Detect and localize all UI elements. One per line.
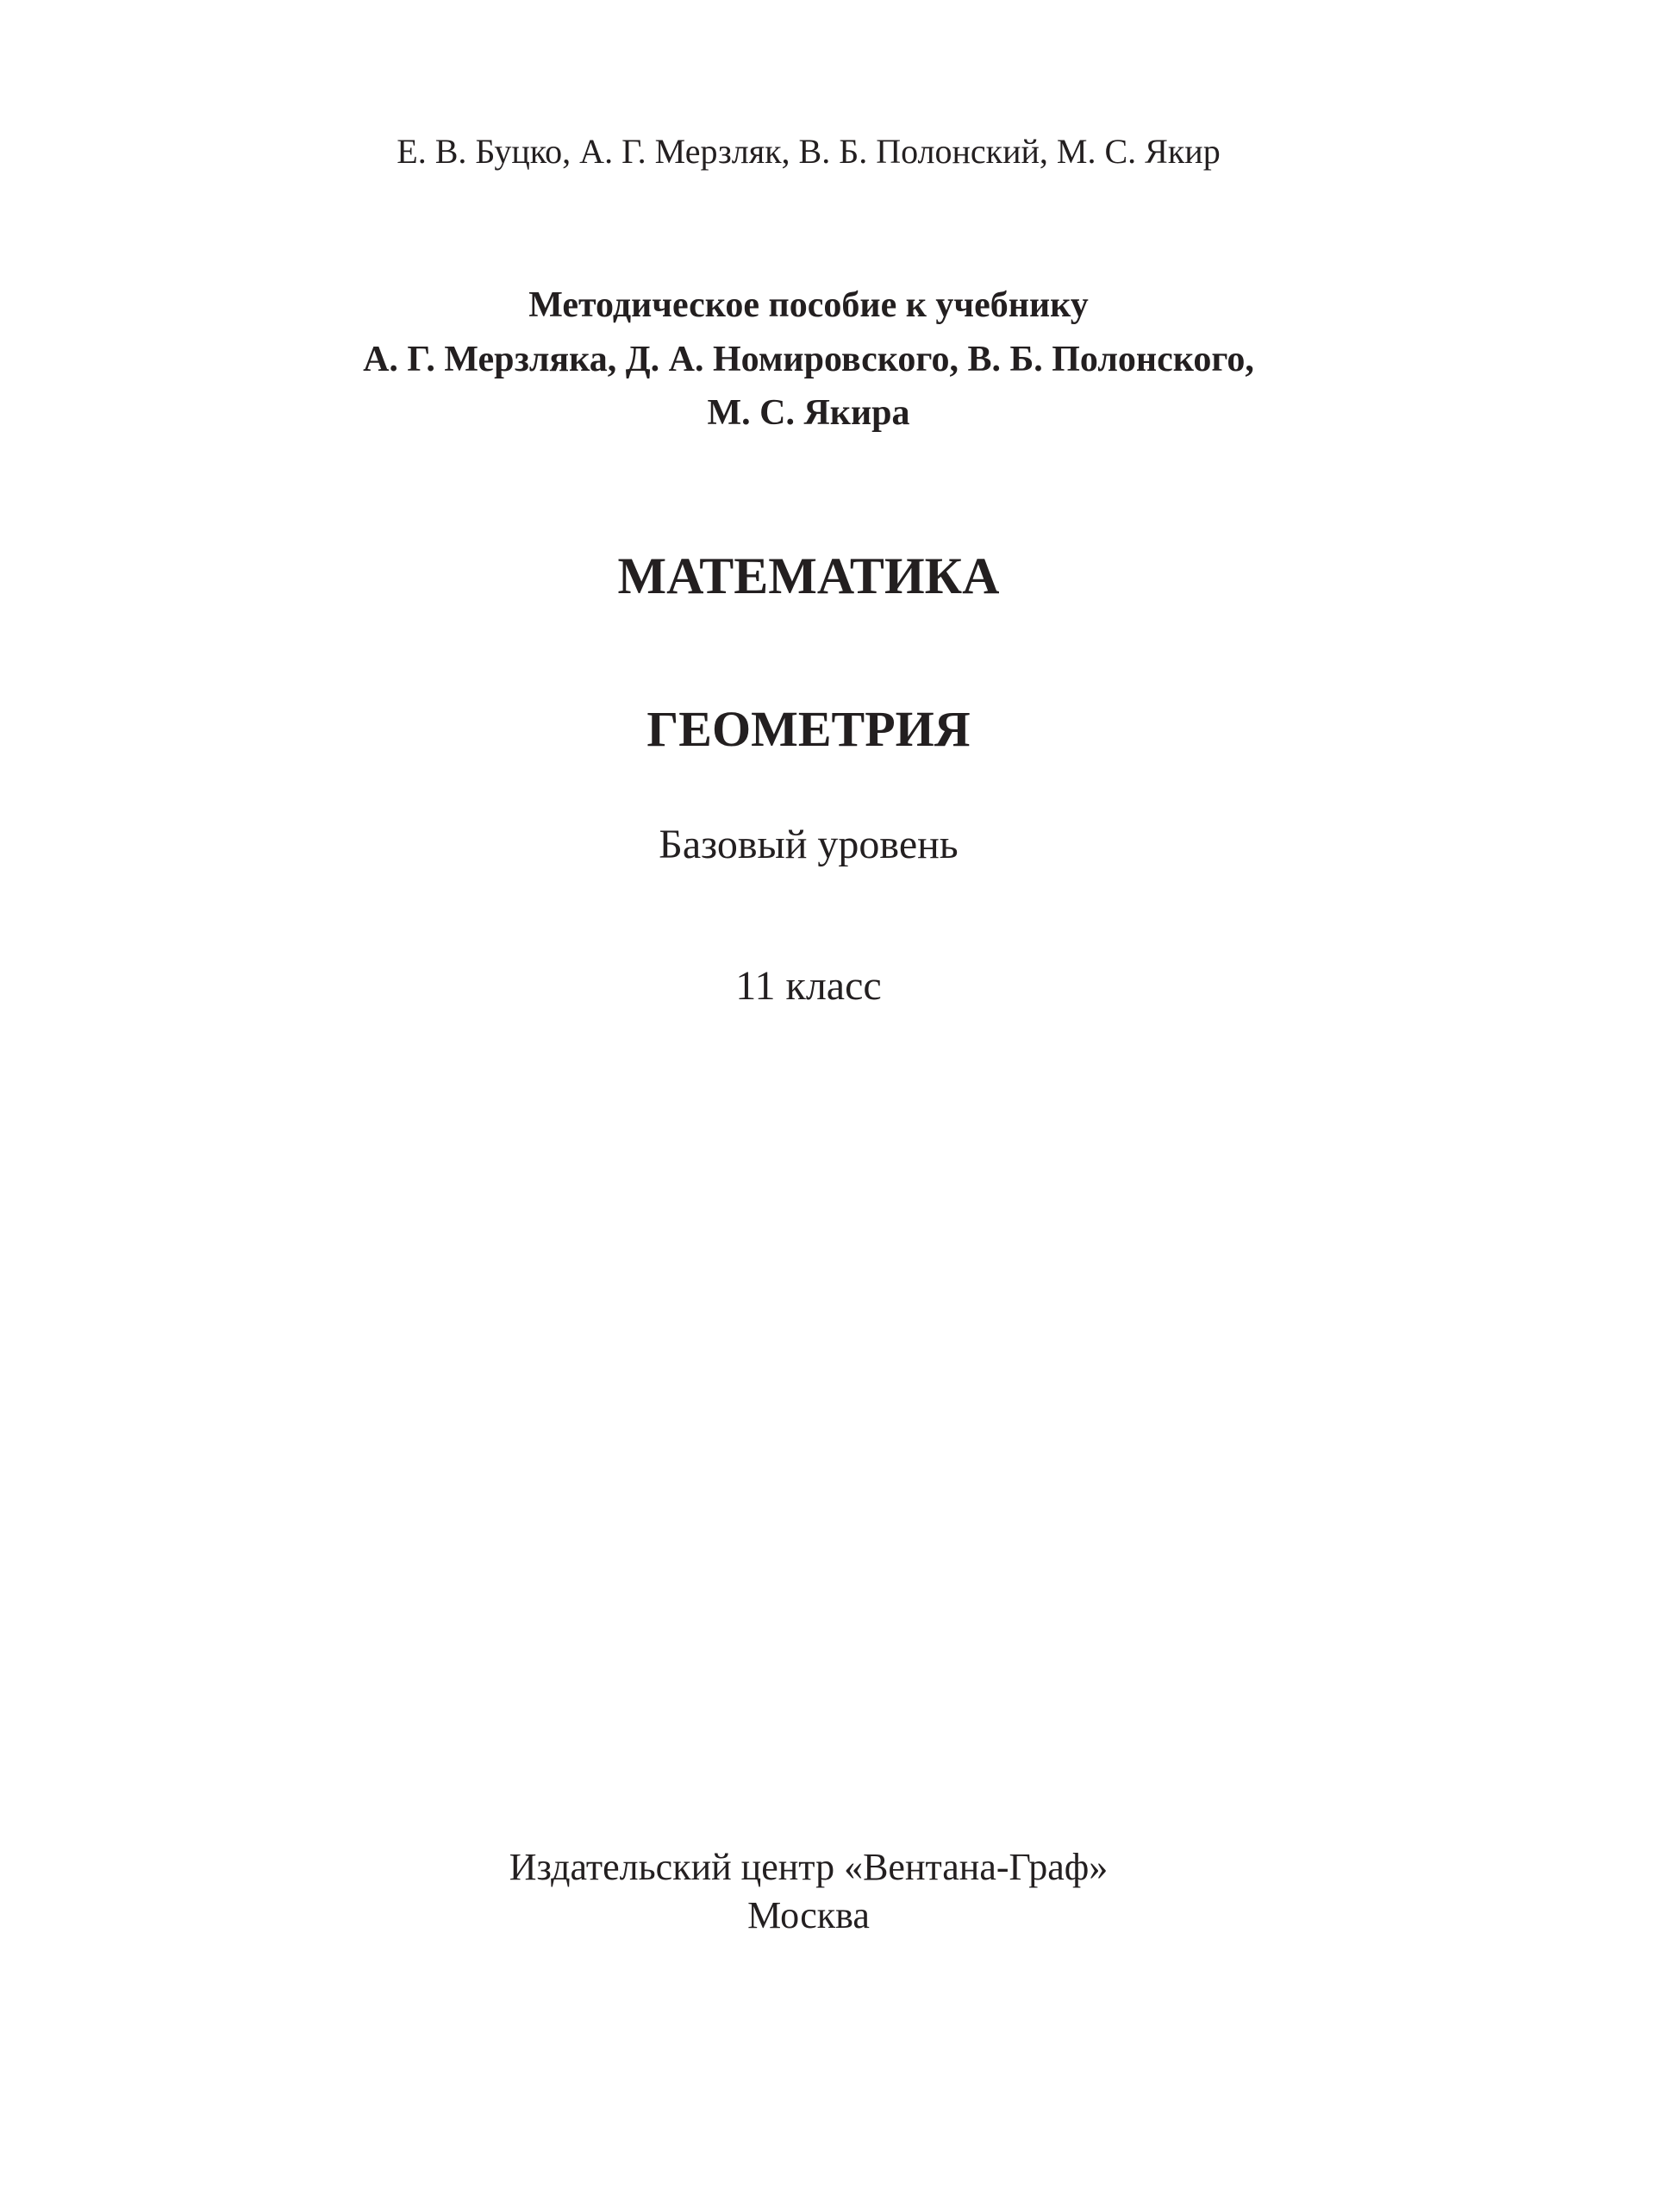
subtitle-line-2: А. Г. Мерзляка, Д. А. Номировского, В. Б. Полонского, [363,340,1254,379]
authors: Е. В. Буцко, А. Г. Мерзляк, В. Б. Полонский, М. С. Якир [397,132,1221,171]
subtitle-line-1: Методическое пособие к учебнику [528,285,1089,325]
subtitle-line-3: М. С. Якира [707,393,910,433]
level: Базовый уровень [659,822,959,867]
city: Москва [747,1894,870,1936]
subject-title: МАТЕМАТИКА [617,547,1000,604]
course-title: ГЕОМЕТРИЯ [646,701,971,757]
grade: 11 класс [735,963,882,1009]
publisher: Издательский центр «Вентана-Граф» [509,1846,1109,1888]
